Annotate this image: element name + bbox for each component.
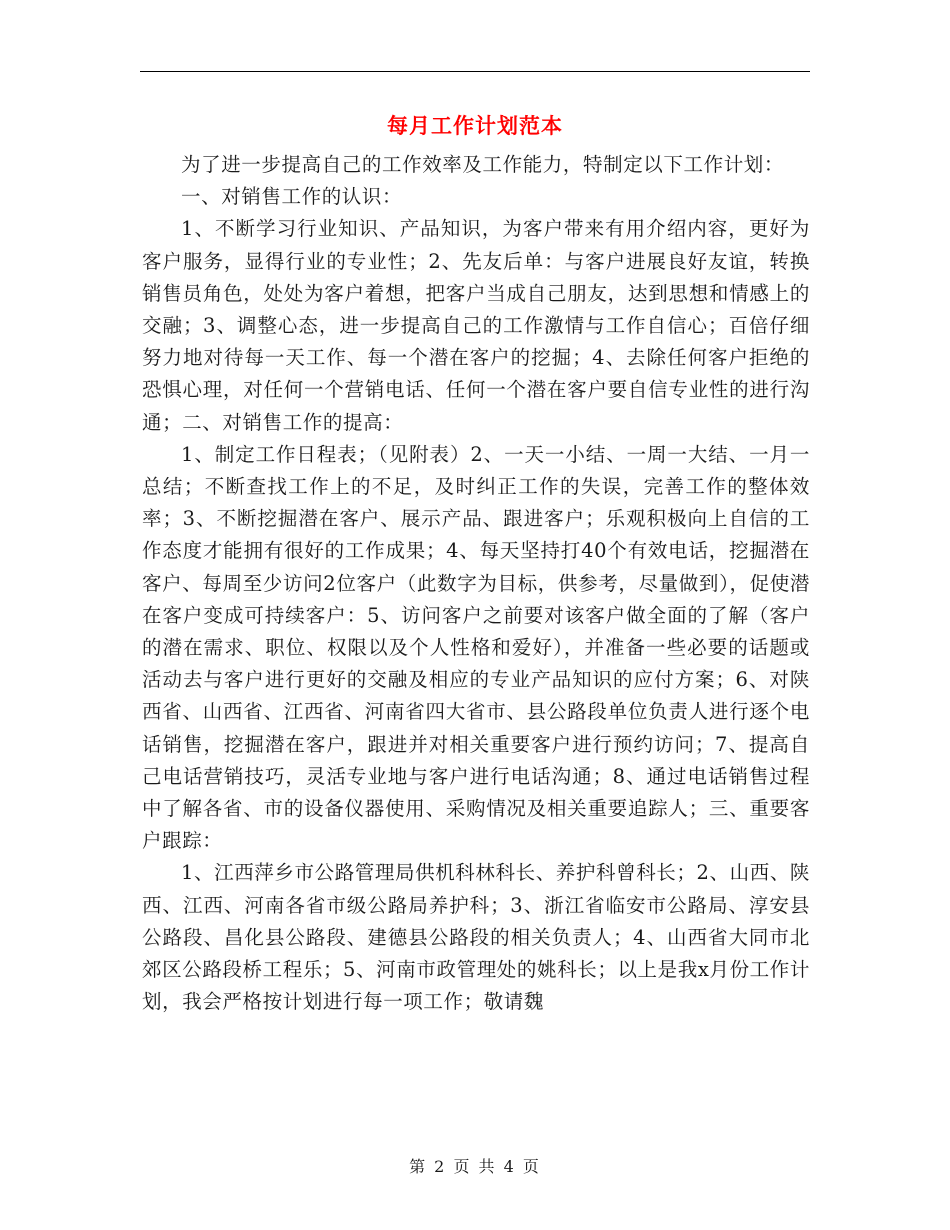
paragraph-sales-awareness: 1、不断学习行业知识、产品知识，为客户带来有用介绍内容，更好为客户服务，显得行业的专业性；2、先友后单：与客户进展良好友谊，转换销售员角色，处处为客户着想，把客户当成自己朋友，达到思想和情感上的交融；3、调整心态，进一步提高自己的工作激情与工作自信心；百倍仔细努力地对待每一天工作、每一个潜在客户的挖掘；4、去除任何客户拒绝的恐惧心理，对任何一个营销电话、任何一个潜在客户要自信专业性的进行沟通；二、对销售工作的提高： <box>142 217 810 434</box>
paragraph-intro: 为了进一步提高自己的工作效率及工作能力，特制定以下工作计划： <box>181 153 785 176</box>
paragraph-key-clients: 1、江西萍乡市公路管理局供机科林科长、养护科曾科长；2、山西、陕西、江西、河南各省市级公路局养护科；3、浙江省临安市公路局、淳安县公路段、昌化县公路段、建德县公路段的相关负责人；4、山西省大同市北郊区公路段桥工程乐；5、河南市政管理处的姚科长；以上是我x月份工作计划，我会严格按计划进行每一项工作；敬请魏 <box>142 861 811 1014</box>
document-title: 每月工作计划范本 <box>387 114 563 138</box>
paragraph-sales-improvement: 1、制定工作日程表；（见附表）2、一天一小结、一周一大结、一月一总结；不断查找工作上的不足，及时纠正工作的失误，完善工作的整体效率；3、不断挖掘潜在客户、展示产品、跟进客户；乐观积极向上自信的工作态度才能拥有很好的工作成果；4、每天坚持打40个有效电话，挖掘潜在客户、每周至少访问2位客户（此数字为目标，供参考，尽量做到），促使潜在客户变成可持续客户：5、访问客户之前要对该客户做全面的了解（客户的潜在需求、职位、权限以及个人性格和爱好），并准备一些必要的话题或活动去与客户进行更好的交融及相应的专业产品知识的应付方案；6、对陕西省、山西省、江西省、河南省四大省市、县公路段单位负责人进行逐个电话销售，挖掘潜在客户，跟进并对相关重要客户进行预约访问；7、提高自己电话营销技巧，灵活专业地与客户进行电话沟通；8、通过电话销售过程中了解各省、市的设备仪器使用、采购情况及相关重要追踪人；三、重要客户跟踪： <box>142 442 810 853</box>
document-body <box>142 149 810 1018</box>
paragraph-section-heading: 一、对销售工作的认识： <box>181 185 403 209</box>
header-rule <box>140 71 810 72</box>
page-footer: 第 2 页 共 4 页 <box>409 1157 541 1176</box>
